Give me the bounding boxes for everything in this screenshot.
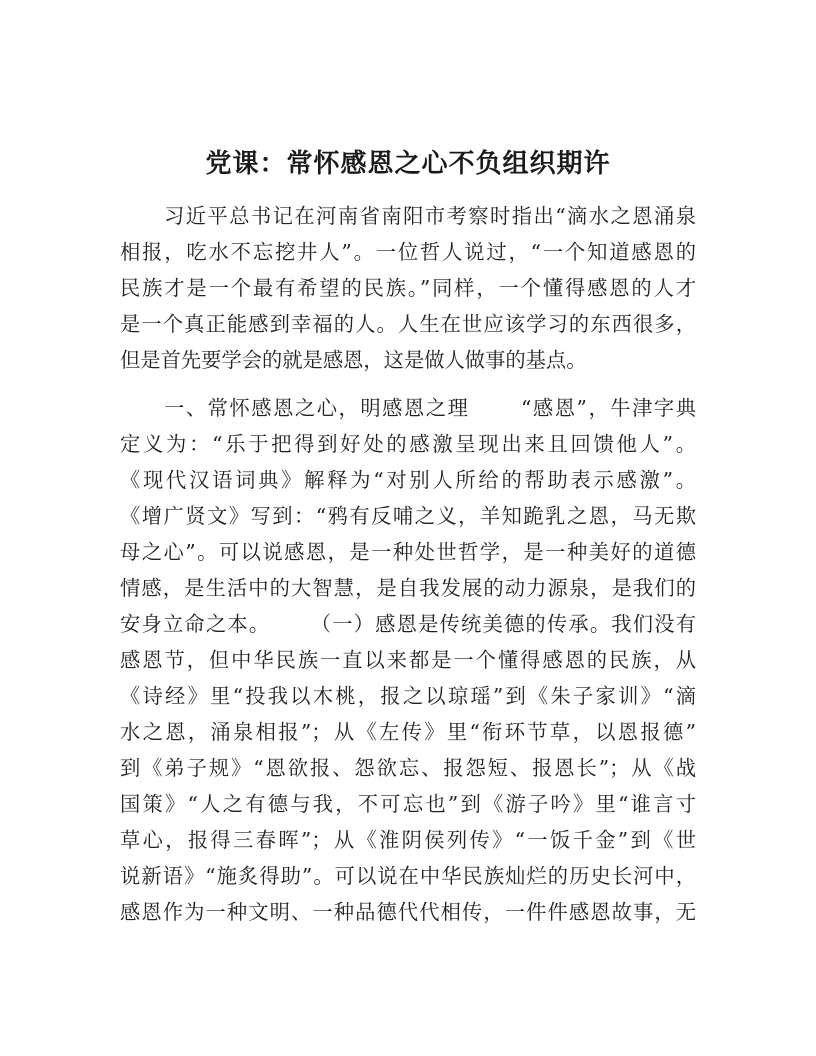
paragraph-line: 定义为：“乐于把得到好处的感激呈现出来且回馈他人”。 — [120, 432, 696, 456]
paragraph-line: 感恩作为一种文明、一种品德代代相传，一件件感恩故事，无 — [120, 900, 696, 924]
paragraph-line: 《增广贤文》写到：“鸦有反哺之义，羊知跪乳之恩，马无欺 — [120, 504, 696, 528]
paragraph-line: 到《弟子规》“恩欲报、怨欲忘、报怨短、报恩长”；从《战 — [120, 756, 696, 780]
paragraph-line: 一、常怀感恩之心，明感恩之理 “感恩”，牛津字典 — [164, 396, 696, 420]
paragraph-line: 《现代汉语词典》解释为“对别人所给的帮助表示感激”。 — [120, 468, 696, 492]
document-title: 党课：常怀感恩之心不负组织期许 — [205, 149, 611, 179]
paragraph-line: 母之心”。可以说感恩，是一种处世哲学，是一种美好的道德 — [120, 540, 696, 564]
paragraph-line: 情感，是生活中的大智慧，是自我发展的动力源泉，是我们的 — [120, 576, 696, 600]
paragraph-line: 习近平总书记在河南省南阳市考察时指出“滴水之恩涌泉 — [164, 204, 696, 228]
paragraph-line: 是一个真正能感到幸福的人。人生在世应该学习的东西很多， — [120, 312, 696, 336]
paragraph-line: 安身立命之本。 （一）感恩是传统美德的传承。我们没有 — [120, 612, 696, 636]
paragraph-line: 草心，报得三春晖”；从《淮阴侯列传》“一饭千金”到《世 — [120, 828, 696, 852]
paragraph-line: 水之恩，涌泉相报”；从《左传》里“衔环节草，以恩报德” — [120, 720, 696, 744]
paragraph-line: 相报，吃水不忘挖井人”。一位哲人说过，“一个知道感恩的 — [120, 240, 696, 264]
paragraph-line: 感恩节，但中华民族一直以来都是一个懂得感恩的民族，从 — [120, 648, 696, 672]
paragraph-line: 《诗经》里“投我以木桃，报之以琼瑶”到《朱子家训》“滴 — [120, 684, 696, 708]
paragraph-line: 但是首先要学会的就是感恩，这是做人做事的基点。 — [120, 348, 587, 372]
paragraph-line: 国策》“人之有德与我，不可忘也”到《游子吟》里“谁言寸 — [120, 792, 696, 816]
paragraph-line: 民族才是一个最有希望的民族。”同样，一个懂得感恩的人才 — [120, 276, 696, 300]
paragraph-line: 说新语》“施炙得助”。可以说在中华民族灿烂的历史长河中， — [120, 864, 696, 888]
